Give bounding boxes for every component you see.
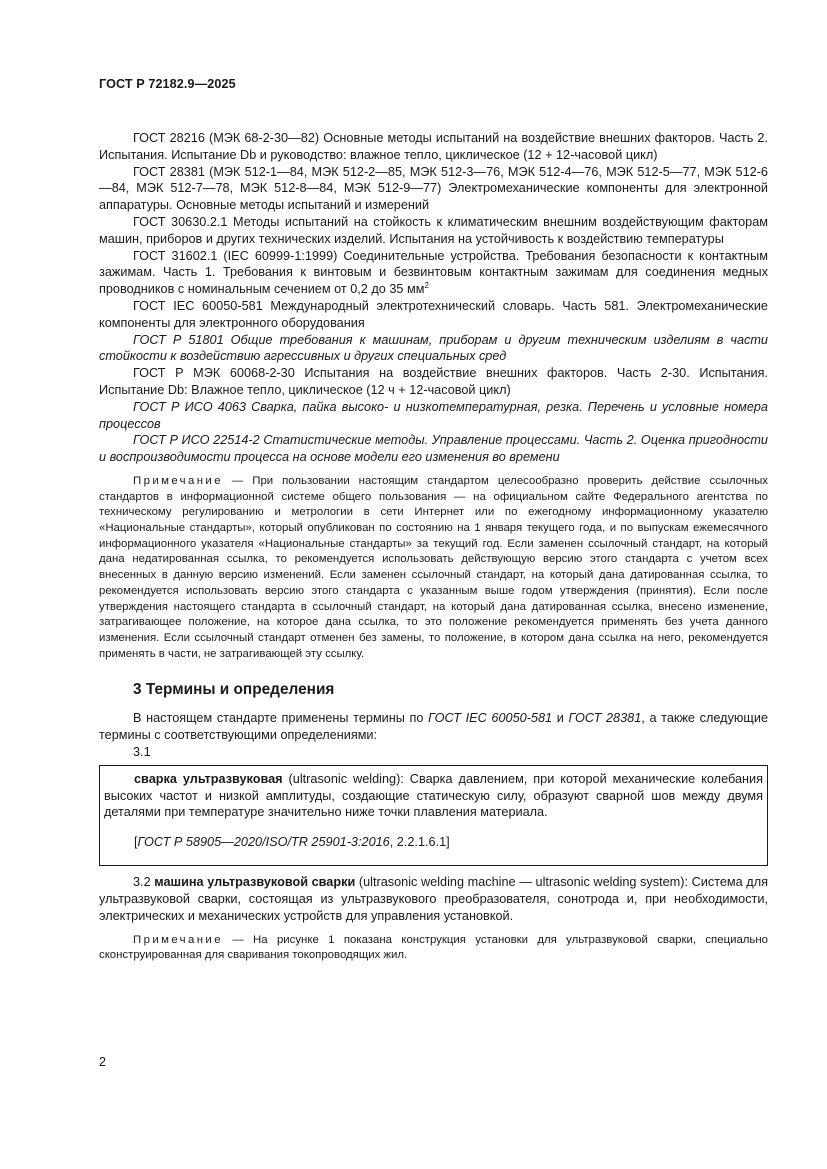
reference-item (99, 399, 768, 433)
intro-ref: ГОСТ 28381 (568, 711, 642, 726)
note-label: Примечание (133, 933, 223, 946)
reference-item (99, 365, 768, 399)
references-list (99, 130, 768, 466)
term-definition-box (99, 765, 768, 867)
intro-text: , а также следующие термины с соответствующими определениями: (99, 711, 769, 743)
source-clause: , 2.2.1.6.1] (389, 834, 450, 849)
reference-item (99, 432, 768, 466)
superscript: 2 (424, 280, 429, 290)
source-bracket: [ (134, 834, 138, 849)
section-title: 3 Термины и определения (133, 681, 335, 699)
note-figure (99, 933, 768, 964)
document-header: ГОСТ Р 72182.9—2025 (99, 77, 236, 91)
reference-text: ГОСТ IEC 60050-581 Международный электротехнический словарь. Часть 581. Электромеханические компоненты для электронного оборудования (99, 298, 768, 330)
term-source (104, 834, 763, 851)
term-text: (ultrasonic welding machine — ultrasonic welding system): Система для ультразвуковой сварки, состоящая из ультразвукового преобразователя, сонотрода и, при необходимости, электрических и механических устройств для управления установкой. (99, 875, 768, 923)
reference-text: ГОСТ 30630.2.1 Методы испытаний на стойкость к климатическим внешним воздействующим факторам машин, приборов и других технических изделий. Испытания на устойчивость к воздействию температуры (99, 214, 768, 246)
source-ref: ГОСТ Р 58905—2020/ISO/TR 25901-3:2016 (137, 834, 390, 849)
reference-text: ГОСТ Р ИСО 4063 Сварка, пайка высоко- и низкотемпературная, резка. Перечень и условные номера процессов (99, 399, 768, 431)
reference-item (99, 332, 768, 366)
term-name: сварка ультразвуковая (134, 771, 283, 786)
note-label: Примечание (133, 474, 223, 487)
intro-ref: ГОСТ IEC 60050-581 (428, 711, 553, 726)
term-number: 3.1 (133, 744, 151, 759)
note-references (99, 474, 768, 662)
document-body (99, 130, 768, 964)
reference-text: ГОСТ Р МЭК 60068-2-30 Испытания на воздействие внешних факторов. Часть 2-30. Испытания. Испытание Db: Влажное тепло, циклическое (12 ч + 12-часовой цикл) (99, 366, 768, 397)
reference-item (99, 164, 768, 214)
reference-item (99, 130, 768, 164)
page-number: 2 (99, 1055, 107, 1069)
term-text: (ultrasonic welding): Сварка давлением, при которой механические колебания высоких частот и низкой амплитуды, создающие статическую силу, образуют сварной шов между двумя деталями при температуре значительно ниже точки плавления материала. (104, 771, 763, 820)
reference-text: ГОСТ 31602.1 (IEC 60999-1:1999) Соединительные устройства. Требования безопасности к контактным зажимам. Часть 1. Требования к винтовым и безвинтовым контактным зажимам для соединения медных проводников с номинальным сечением от 0,2 до 35 мм (99, 248, 768, 297)
reference-text: ГОСТ Р ИСО 22514-2 Статистические методы. Управление процессами. Часть 2. Оценка пригодности и воспроизводимости процесса на основе модели его изменения во времени (99, 433, 768, 465)
term-definition (104, 771, 763, 821)
term-definition (99, 874, 768, 924)
term-name: машина ультразвуковой сварки (154, 875, 356, 890)
reference-item (99, 248, 768, 298)
intro-text: и (552, 711, 569, 726)
reference-item (99, 298, 768, 332)
section-intro (99, 710, 768, 744)
reference-text: ГОСТ Р 51801 Общие требования к машинам, приборам и другим техническим изделиям в части стойкости к воздействию агрессивных и других специальных сред (99, 332, 768, 364)
reference-text: ГОСТ 28381 (МЭК 512-1—84, МЭК 512-2—85, МЭК 512-3—76, МЭК 512-4—76, МЭК 512-5—77, МЭК 512-6—84, МЭК 512-7—78, МЭК 512-8—84, МЭК 512-9—77) Электромеханические компоненты для электронной аппаратуры. Основные методы испытаний и измерений (99, 164, 768, 213)
reference-text: ГОСТ 28216 (МЭК 68-2-30—82) Основные методы испытаний на воздействие внешних факторов. Часть 2. Испытания. Испытание Db и руководство: влажное тепло, циклическое (12 + 12-часовой цикл) (99, 131, 768, 162)
note-text: — При пользовании настоящим стандартом целесообразно проверить действие ссылочных стандартов в информационной системе общего пользования — на официальном сайте Федерального агентства по техническому регулированию и метрологии в сети Интернет или по ежегодному информационному указателю «Национальные стандарты», который опубликован по состоянию на 1 января текущего года, и по выпускам ежемесячного информационного указателя «Национальные стандарты» за текущий год. Если заменен ссылочный стандарт, на который дана недатированная ссылка, то рекомендуется использовать действующую версию этого стандарта с учетом всех внесенных в данную версию изменений. Если заменен ссылочный стандарт, на который дана датированная ссылка, то рекомендуется использовать версию этого стандарта с указанным выше годом утверждения (принятия). Если после утверждения настоящего стандарта в ссылочный стандарт, на который дана датированная ссылка, внесено изменение, затрагивающее положение, на которое дана ссылка, то это положение рекомендуется применять без учета данного изменения. Если ссылочный стандарт отменен без замены, то положение, в котором дана ссылка на него, рекомендуется применять в части, не затрагивающей эту ссылку. (99, 474, 768, 660)
intro-text: В настоящем стандарте применены термины по (133, 711, 429, 726)
term-number: 3.2 (133, 875, 155, 890)
note-text: — На рисунке 1 показана конструкция установки для ультразвуковой сварки, специально сконструированная для сваривания токопроводящих жил. (99, 933, 768, 962)
reference-item (99, 214, 768, 248)
